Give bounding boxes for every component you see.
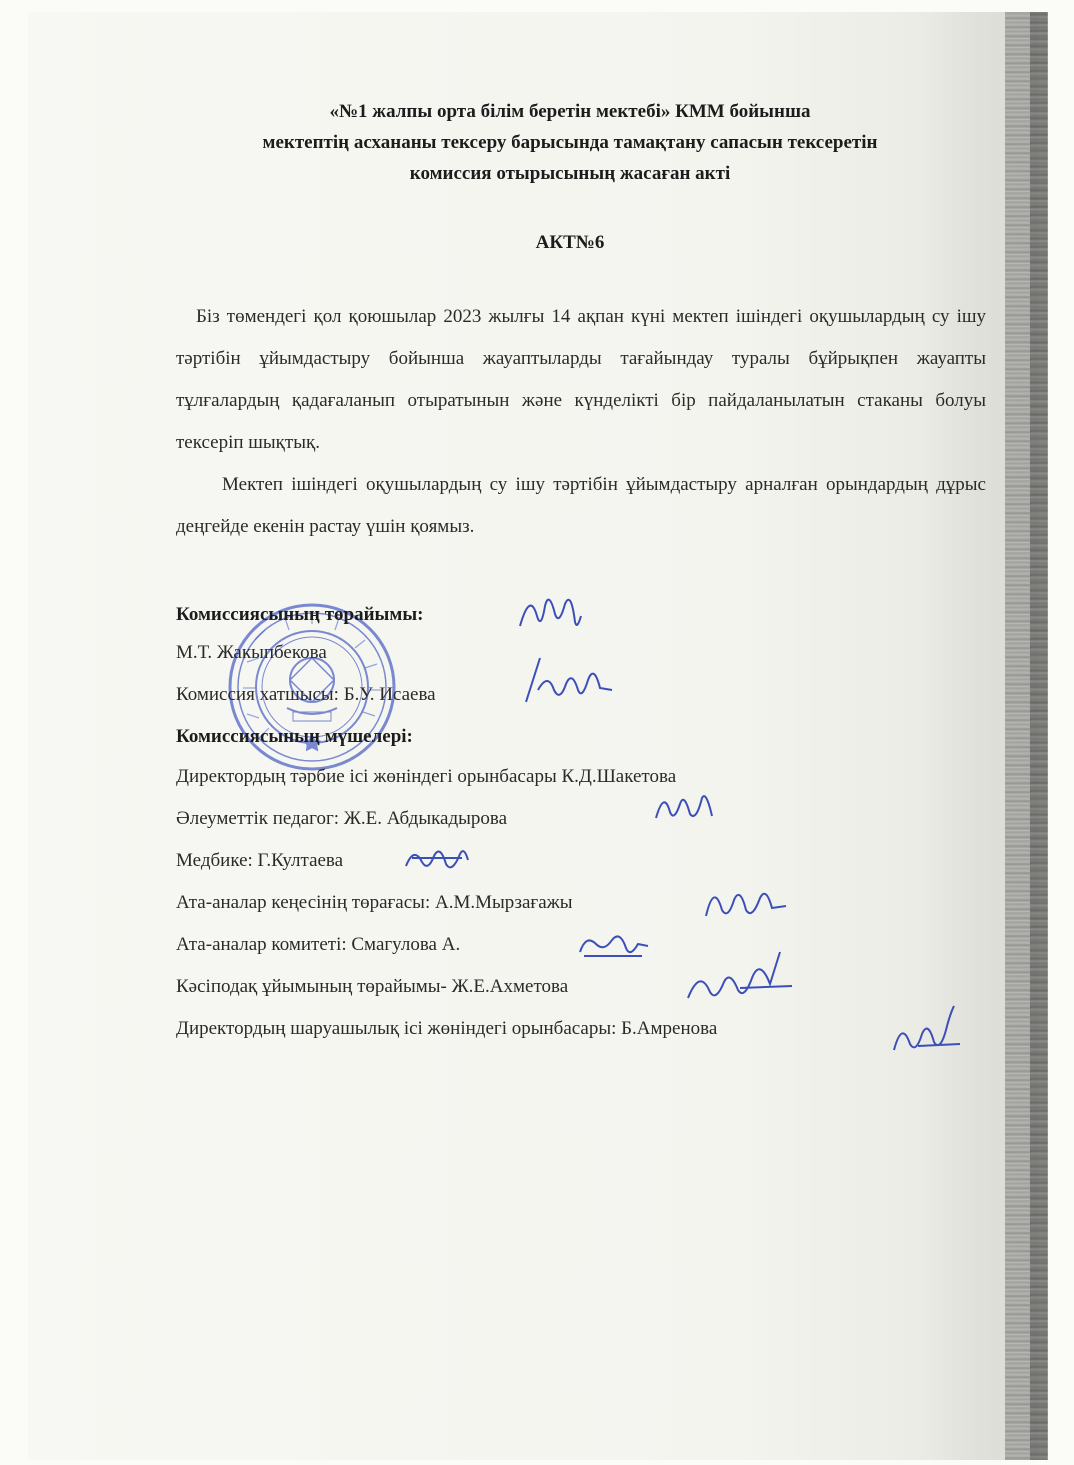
member-row: Медбике: Г.Култаева xyxy=(176,850,344,871)
member-row: Ата-аналар комитеті: Смагулова А. xyxy=(176,934,461,955)
act-number: АКТ№6 xyxy=(535,232,605,253)
paper-edge-dark xyxy=(1030,12,1048,1460)
signature-chair-icon xyxy=(515,586,595,636)
commission-secretary: Комиссия хатшысы: Б.У. Исаева xyxy=(176,684,436,705)
signature-amrenova-icon xyxy=(888,1000,968,1060)
commission-members-label: Комиссиясының мүшелері: xyxy=(176,726,413,747)
signature-kultaeva-icon xyxy=(402,836,472,880)
signature-abdykadyrova-icon xyxy=(650,782,720,826)
signature-akhmetova-icon xyxy=(680,948,800,1008)
member-row: Кәсіподақ ұйымының төрайымы- Ж.Е.Ахметова xyxy=(176,976,569,997)
body-paragraph-2: Мектеп ішіндегі оқушылардың су ішу тәртібін ұйымдастыру арналған орындардың дұрыс деңгейде екенін растау үшін қоямыз. xyxy=(176,474,986,537)
title-line-1: «№1 жалпы орта білім беретін мектебі» КММ бойынша xyxy=(329,101,811,122)
member-row: Директордың шаруашылық ісі жөніндегі орынбасары: Б.Амренова xyxy=(176,1018,718,1039)
member-row: Ата-аналар кеңесінің төрағасы: А.М.Мырзағажы xyxy=(176,892,573,913)
commission-chair-name: М.Т. Жакыпбекова xyxy=(176,642,327,663)
body-paragraph-1: Біз төмендегі қол қоюшылар 2023 жылғы 14 ақпан күні мектеп ішіндегі оқушылардың су ішу тәртібін ұйымдастыру бойынша жауаптыларды тағайындау туралы бұйрықпен жауапты тұлғалардың қадағаланып отыратынын және күнделікті бір пайдаланылатын стаканы болуы тексеріп шықтық. xyxy=(176,306,986,453)
signature-smagulova-icon xyxy=(572,922,652,966)
document-body xyxy=(176,296,986,548)
title-line-3: комиссия отырысының жасаған акті xyxy=(409,163,731,184)
member-row: Директордың тәрбие ісі жөніндегі орынбасары К.Д.Шакетова xyxy=(176,766,677,787)
title-line-2: мектептің асхананы тексеру барысында тамақтану сапасын тексеретін xyxy=(262,132,878,153)
document-title xyxy=(140,96,1000,189)
member-row: Әлеуметтік педагог: Ж.Е. Абдыкадырова xyxy=(176,808,508,829)
commission-chair-label: Комиссиясының төрайымы: xyxy=(176,604,424,625)
signature-secretary-icon xyxy=(518,650,618,710)
signature-myrzagazhy-icon xyxy=(700,876,790,926)
